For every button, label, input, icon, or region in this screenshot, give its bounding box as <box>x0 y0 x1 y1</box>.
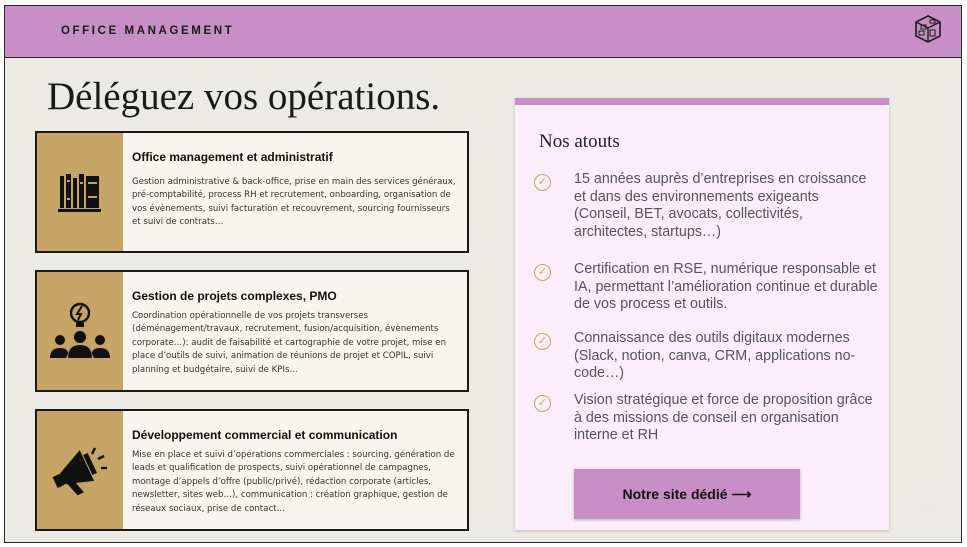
card-text: Gestion administrative & back-office, prise en main des services généraux, pré-comptabilité, process RH et recrutement, onboarding, organisation de vos évènements, suivi facturation et recouvrement, sourcing fournisseurs et suivi de contrats… <box>132 177 456 228</box>
service-card-commercial <box>35 409 469 531</box>
card-icon-panel <box>37 411 123 529</box>
card-title: Gestion de projets complexes, PMO <box>132 289 337 303</box>
atout-text: Vision stratégique et force de proposition grâce à des missions de conseil en organisation interne et RH <box>574 392 873 444</box>
atout-text: Connaissance des outils digitaux modernes (Slack, notion, canva, CRM, applications no-code…) <box>574 330 856 382</box>
header-bar <box>5 6 961 58</box>
check-circle-icon: ✓ <box>534 395 551 412</box>
atout-text: 15 années auprès d’entreprises en croissance et dans des environnements exigeants (Conseil, BET, avocats, collectivités, architectes, startups…) <box>574 171 867 240</box>
check-circle-icon: ✓ <box>534 264 551 281</box>
page-number: 06 <box>921 505 933 516</box>
books-icon <box>56 168 104 216</box>
megaphone-icon <box>49 442 111 498</box>
slide <box>4 5 962 543</box>
team-idea-icon <box>47 300 113 362</box>
card-text: Mise en place et suivi d’opérations commerciales : sourcing, génération de leads et qualification de prospects, suivi opérationnel de campagnes, montage d’appels d’offre (public/privé), rédaction corporate (articles, newsletter, sites web…), communication : création graphique, gestion de réseaux sociaux, prise de contact… <box>132 450 455 514</box>
service-card-pmo <box>35 270 469 392</box>
atouts-panel <box>515 98 889 530</box>
header-title: OFFICE MANAGEMENT <box>61 25 235 37</box>
card-icon-panel <box>37 272 123 390</box>
card-title: Office management et administratif <box>132 150 333 164</box>
atout-text: Certification en RSE, numérique responsable et IA, permettant l’amélioration continue et durable de vos process et outils. <box>574 261 878 313</box>
card-title: Développement commercial et communication <box>132 428 398 442</box>
card-text: Coordination opérationnelle de vos projets transverses (déménagement/travaux, recrutement, fusion/acquisition, évènements corporate…): audit de faisabilité et cartographie de votre projet, mise en place d’outils de suivi, animation de réunions de projet et COPIL, suivi planning et budgétaire, suivi de KPIs… <box>132 311 447 375</box>
site-link-button[interactable]: Notre site dédié ⟶ <box>574 469 800 519</box>
panel-title: Nos atouts <box>539 131 620 152</box>
check-circle-icon: ✓ <box>534 333 551 350</box>
service-card-office <box>35 131 469 253</box>
cube-logo-icon <box>913 14 943 44</box>
card-icon-panel <box>37 133 123 251</box>
page-title: Déléguez vos opérations. <box>47 75 441 118</box>
check-circle-icon: ✓ <box>534 174 551 191</box>
